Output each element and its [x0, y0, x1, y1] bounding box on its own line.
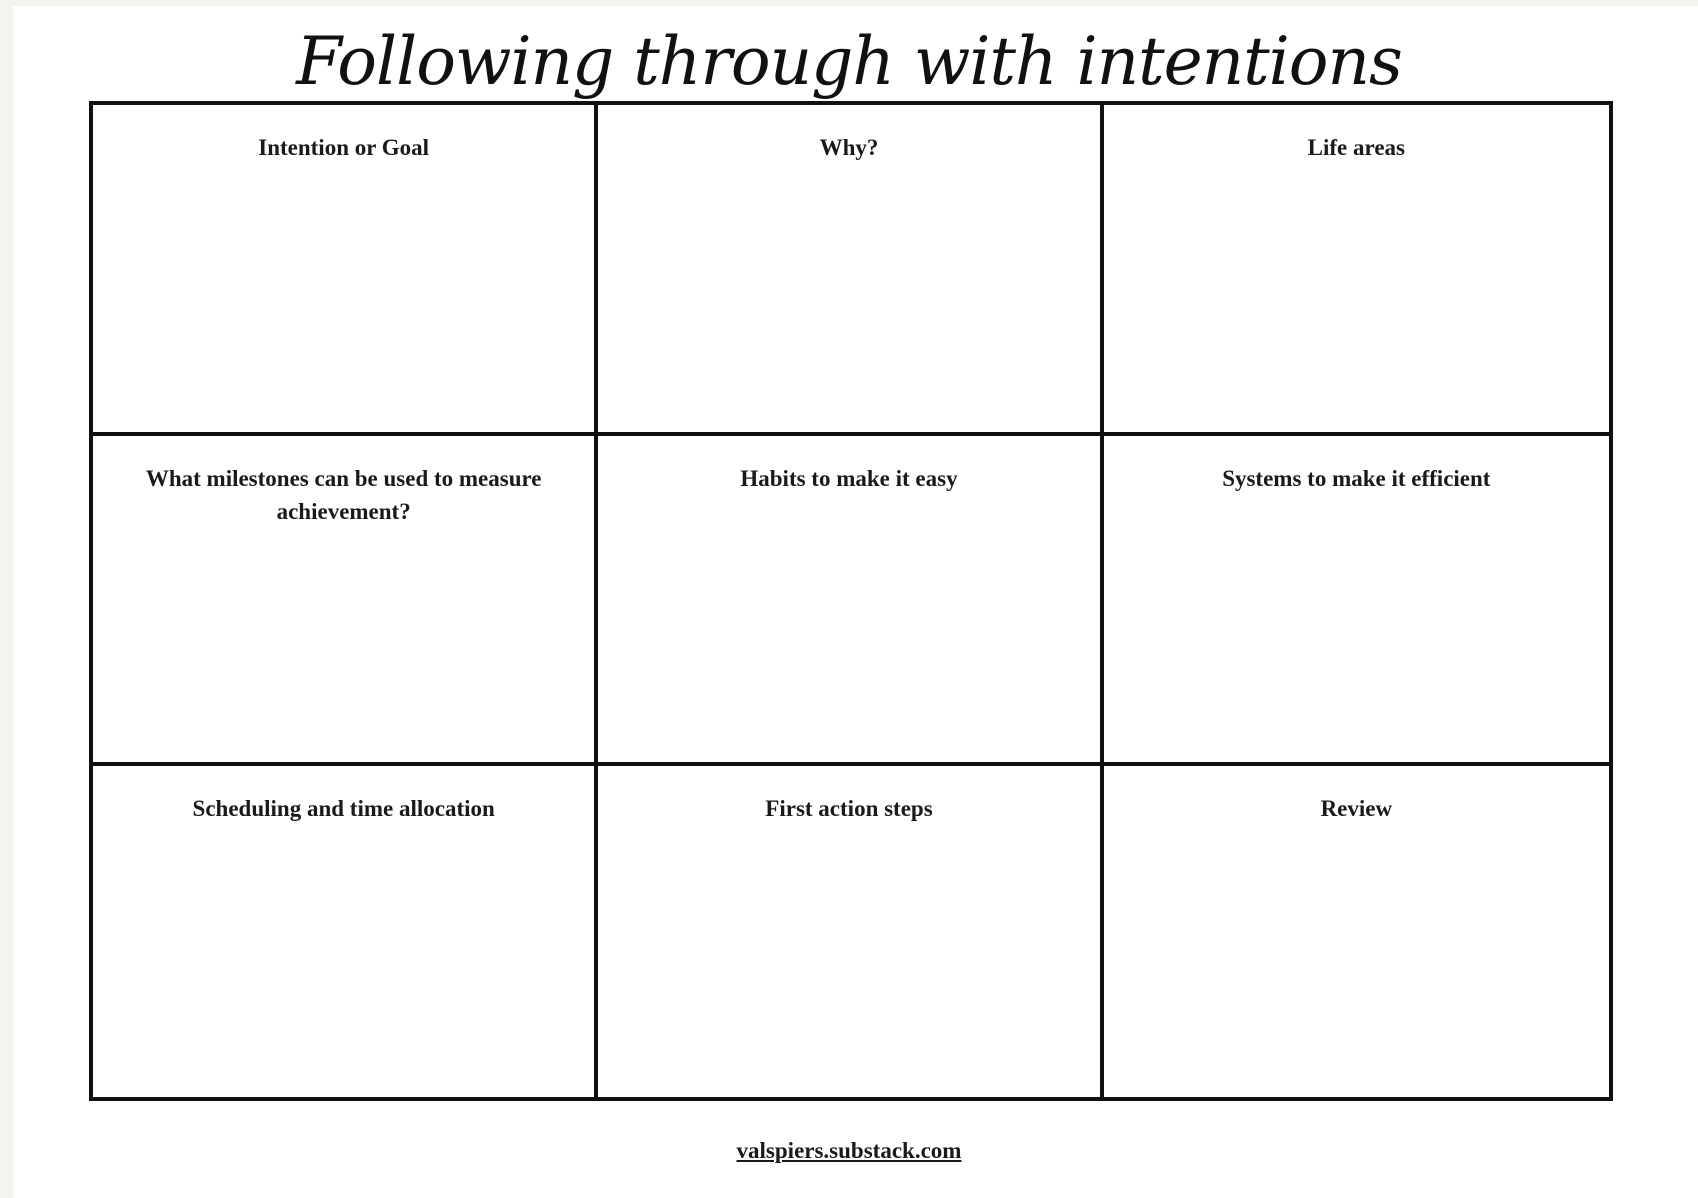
cell-label: What milestones can be used to measure achievement?: [145, 465, 542, 524]
cell-systems[interactable]: [1104, 436, 1609, 767]
cell-habits[interactable]: [598, 436, 1103, 767]
cell-label: Review: [1320, 796, 1393, 822]
cell-life-areas[interactable]: [1104, 105, 1609, 436]
cell-intention-or-goal[interactable]: [93, 105, 598, 436]
cell-label: Scheduling and time allocation: [192, 796, 495, 822]
cell-label: Habits to make it easy: [740, 465, 958, 491]
cell-why[interactable]: [598, 105, 1103, 436]
cell-milestones[interactable]: [93, 436, 598, 767]
worksheet-grid: [89, 101, 1613, 1101]
cell-first-action-steps[interactable]: [598, 766, 1103, 1097]
cell-review[interactable]: [1104, 766, 1609, 1097]
cell-label: First action steps: [765, 796, 933, 822]
footer: [0, 1138, 1698, 1164]
cell-label: Systems to make it efficient: [1222, 465, 1491, 491]
page-title: Following through with intentions: [296, 23, 1402, 100]
cell-scheduling[interactable]: [93, 766, 598, 1097]
cell-label: Intention or Goal: [258, 135, 430, 160]
cell-label: Why?: [819, 135, 879, 160]
website-link[interactable]: valspiers.substack.com: [736, 1138, 962, 1163]
cell-label: Life areas: [1307, 135, 1405, 160]
